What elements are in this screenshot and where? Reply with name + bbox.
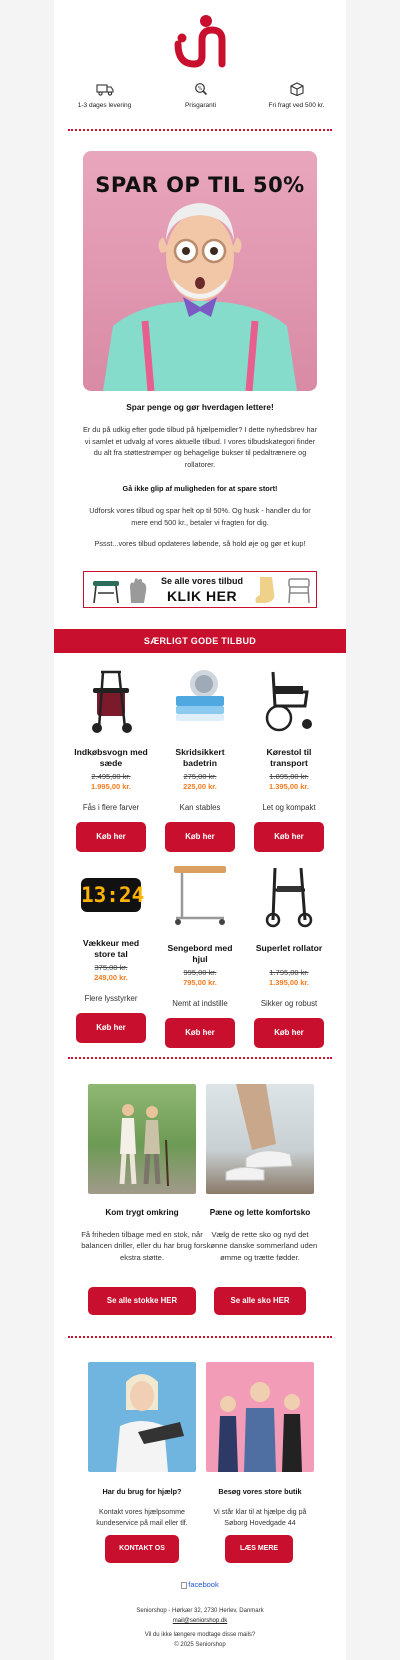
article-text: Få friheden tilbage med en stok, når balancen driller, eller du har brug for ekstra støtte. [81,1230,203,1262]
buy-button[interactable]: Køb her [165,1018,235,1048]
see-all-offers-banner[interactable] [83,571,317,608]
usp-price-guarantee [152,82,249,109]
stockings-icon [252,575,282,605]
product-note: Let og kompakt [262,803,316,812]
see-all-shoes-button[interactable]: Se alle sko HER [214,1287,306,1315]
product-new-price: 249,00 kr. [94,973,128,982]
store-staff-illustration [206,1362,314,1472]
article-text: Vælg de rette sko og nyd det skønne danske sommerland uden ømme og trætte fødder. [202,1230,318,1262]
footer-address: Seniorshop - Hørkær 32, 2730 Herlev, Danmark [136,1608,264,1614]
product-name[interactable]: Superlet rollator [255,943,323,953]
product-name[interactable]: Kørestol til transport [266,747,312,768]
svg-text:%: % [197,86,202,92]
product-note: Sikker og robust [260,999,318,1008]
bath-step-icon[interactable] [168,666,232,734]
usp-delivery [56,82,153,109]
rollator-icon[interactable] [257,862,321,930]
banner-line-1: Se alle vores tilbud [160,576,244,586]
article-title: Kom trygt omkring [105,1208,179,1217]
customer-service-illustration [88,1362,196,1472]
stool-icon [90,575,124,605]
buy-button[interactable]: Køb her [76,1013,146,1043]
customer-service-photo[interactable] [88,1362,196,1472]
hero-paragraph-3: Udforsk vores tilbud og spar helt op til 50%. Og husk - handler du for mere end 500 kr., betaler vi fragten for dig. [89,506,311,527]
clock-display: 13:24 [81,878,141,912]
product-old-price: 2.495,00 kr. [91,772,131,781]
product-card [161,666,239,852]
buy-button[interactable]: Køb her [165,822,235,852]
buy-button[interactable]: Køb her [254,822,324,852]
walking-couple-illustration [88,1084,196,1194]
product-card [72,666,150,852]
read-more-button[interactable]: LÆS MERE [225,1535,293,1563]
product-card [250,862,328,1048]
hero-title: SPAR OP TIL 50% [95,173,305,197]
hero-heading: Spar penge og gør hverdagen lettere! [126,402,274,412]
product-new-price: 1.395,00 kr. [268,978,310,987]
wheelchair-icon[interactable] [257,666,321,734]
product-new-price: 1.395,00 kr. [268,782,310,791]
hero-image[interactable] [83,151,317,391]
see-all-canes-button[interactable]: Se alle stokke HER [88,1287,196,1315]
buy-button[interactable]: Køb her [76,822,146,852]
store-title: Besøg vores store butik [218,1487,302,1496]
product-card [161,862,239,1048]
product-old-price: 1.895,00 kr. [269,772,309,781]
product-new-price: 225,00 kr. [183,782,217,791]
facebook-alt-text: facebook [188,1580,219,1589]
help-text: Kontakt vores hjælpsomme kundeservice på mail eller tlf. [96,1508,188,1527]
product-note: Nemt at indstille [172,999,228,1008]
store-staff-photo[interactable] [206,1362,314,1472]
senior-man-photo [83,151,317,391]
product-name[interactable]: Skridsikkert badetrin [175,747,225,768]
product-name[interactable]: Indkøbsvogn med sæde [74,747,148,768]
product-old-price: 995,00 kr. [183,968,217,977]
banner-line-2: KLIK HER [166,588,238,604]
store-text: Vi står klar til at hjælpe dig på Søborg Hovedgade 44 [213,1508,307,1527]
help-title: Har du brug for hjælp? [102,1487,182,1496]
contact-us-button[interactable]: KONTAKT OS [105,1535,179,1563]
seniorshop-logo[interactable] [172,14,228,70]
usp-label: 1-3 dages levering [77,102,132,109]
alarm-clock-icon[interactable] [79,862,143,930]
product-old-price: 1.795,00 kr. [269,968,309,977]
product-old-price: 375,00 kr. [94,963,128,972]
product-new-price: 795,00 kr. [183,978,217,987]
unsubscribe-link[interactable]: Vil du ikke længere modtage disse mails? [144,1632,256,1638]
product-name[interactable]: Sengebord med hjul [167,943,233,964]
hero-paragraph-1: Er du på udkig efter gode tilbud på hjælpemidler? I dette nyhedsbrev har vi samlet et udvalg af vores aktuelle tilbud. I vores tilbudskategori finder du alt fra støttestrømper og behagelige bukser til pedaltrænere og rollatorer. [82,425,318,469]
gloves-icon [126,575,152,605]
magnifier-icon [192,82,210,96]
truck-icon [96,82,114,96]
product-old-price: 275,00 kr. [183,772,217,781]
product-new-price: 1.995,00 kr. [90,782,132,791]
usp-free-shipping [248,82,345,109]
shopping-trolley-icon[interactable] [79,666,143,734]
footer-copyright: © 2025 Seniorshop [174,1642,226,1648]
usp-label: Prisgaranti [184,102,217,109]
bed-table-icon[interactable] [168,862,232,930]
buy-button[interactable]: Køb her [254,1018,324,1048]
divider [68,1336,332,1338]
shoes-photo[interactable] [206,1084,314,1194]
footer-email-wrap [54,1617,346,1627]
divider [68,129,332,131]
walking-couple-photo[interactable] [88,1084,196,1194]
article-title: Pæne og lette komfortsko [209,1208,311,1217]
shoes-illustration [206,1084,314,1194]
product-name[interactable]: Vækkeur med store tal [82,938,140,959]
product-note: Fås i flere farver [82,803,140,812]
divider [68,1057,332,1059]
box-icon [288,82,306,96]
facebook-icon[interactable] [180,1580,220,1602]
special-offers-heading: SÆRLIGT GODE TILBUD [54,629,346,653]
hero-paragraph-4: Pssst...vores tilbud opdateres løbende, så hold øje og gør et kup! [94,539,306,548]
commode-chair-icon [284,575,314,605]
usp-label: Fri fragt ved 500 kr. [268,102,325,109]
hero-paragraph-2: Gå ikke glip af muligheden for at spare stort! [122,484,278,493]
email-body [54,0,346,1660]
product-note: Kan stables [179,803,221,812]
product-card [250,666,328,852]
product-note: Flere lysstyrker [84,994,138,1003]
product-card [72,862,150,1043]
footer-email-link[interactable]: mail@seniorshop.dk [172,1618,228,1624]
